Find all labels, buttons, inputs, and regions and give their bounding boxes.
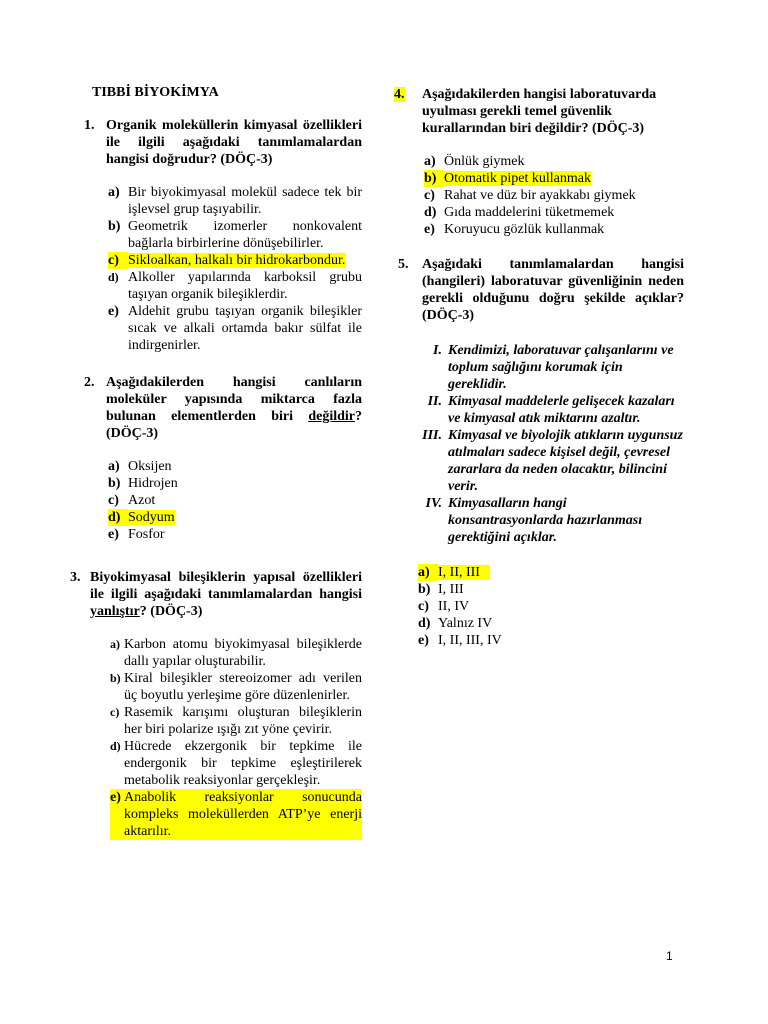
statement-number: IV. [425, 496, 442, 511]
statement-3 [398, 427, 684, 495]
question-number: 1. [84, 118, 95, 133]
option-letter: b) [108, 476, 121, 491]
option-text: Hidrojen [128, 476, 178, 491]
option-a[interactable] [108, 184, 362, 218]
options-list [424, 153, 684, 238]
option-letter: d) [108, 509, 128, 526]
underlined-keyword: değildir [308, 409, 355, 424]
option-text: Karbon atomu biyokimyasal bileşiklerde dallı yapılar oluşturabilir. [124, 637, 362, 669]
question-4 [394, 86, 684, 238]
question-text: Aşağıdaki tanımlamalardan hangisi (hangileri) laboratuvar güvenliğinin neden gerekli olduğunu doğru şekilde açıklar? (DÖÇ-3) [422, 257, 684, 323]
question-number: 2. [84, 375, 95, 390]
option-letter: c) [110, 705, 120, 719]
statement-number: III. [422, 428, 442, 443]
option-letter: a) [110, 637, 120, 651]
option-letter: e) [424, 222, 435, 237]
question-stem [72, 117, 362, 168]
question-number: 3. [70, 570, 81, 585]
option-text: Fosfor [128, 527, 165, 542]
statement-text: Kimyasal ve biyolojik atıkların uygunsuz atılmaları sadece kişisel değil, çevresel zararlara da neden olacaktır, bilincini verir. [448, 428, 683, 494]
option-e[interactable] [108, 526, 362, 543]
option-text: Yalnız IV [438, 616, 493, 631]
option-d[interactable] [108, 269, 362, 303]
option-c[interactable] [108, 252, 362, 269]
option-letter: e) [108, 304, 119, 319]
option-b[interactable] [108, 218, 362, 252]
option-b[interactable] [108, 475, 362, 492]
option-d[interactable] [110, 738, 362, 789]
document-title: TIBBİ BİYOKİMYA [92, 85, 219, 100]
option-e[interactable] [108, 303, 362, 354]
option-b[interactable] [418, 581, 684, 598]
statement-text: Kendimizi, laboratuvar çalışanlarını ve toplum sağlığını korumak için gereklidir. [448, 343, 674, 392]
option-c[interactable] [418, 598, 684, 615]
option-text: Hücrede ekzergonik bir tepkime ile endergonik bir tepkime eşleştirilerek metabolik reaksiyonlar gerçekleşir. [124, 739, 362, 788]
option-letter: c) [108, 252, 128, 269]
option-text: I, II, III, IV [438, 633, 502, 648]
option-text: Rahat ve düz bir ayakkabı giymek [444, 188, 636, 203]
option-letter: d) [418, 616, 431, 631]
question-text: Organik moleküllerin kimyasal özellikleri ile ilgili aşağıdaki tanımlamalardan hangisi doğrudur? (DÖÇ-3) [106, 118, 362, 167]
option-letter: c) [108, 493, 119, 508]
option-letter: c) [424, 188, 435, 203]
option-a[interactable] [418, 564, 684, 581]
option-letter: d) [424, 205, 437, 220]
question-stem [398, 256, 684, 324]
option-text-highlighted: I, II, III [438, 565, 490, 580]
option-letter: e) [108, 527, 119, 542]
option-letter: a) [418, 564, 438, 581]
option-text: I, III [438, 582, 464, 597]
option-text: Kiral bileşikler stereoizomer adı verilen üç boyutlu yerleşime göre düzenlenirler. [124, 671, 362, 703]
option-c[interactable] [424, 187, 684, 204]
option-letter: c) [418, 599, 429, 614]
option-letter: a) [108, 185, 120, 200]
option-a[interactable] [110, 636, 362, 670]
statement-1 [398, 342, 684, 393]
option-text: Aldehit grubu taşıyan organik bileşikler sıcak ve alkali ortamda bakır sülfat ile indirgenirler. [128, 304, 362, 353]
option-letter: b) [418, 582, 431, 597]
option-text-highlighted: Otomatik pipet kullanmak [444, 171, 591, 186]
statement-number: I. [433, 343, 442, 358]
question-2 [72, 374, 362, 543]
option-text: Oksijen [128, 459, 172, 474]
options-list [418, 564, 684, 649]
option-a[interactable] [424, 153, 684, 170]
option-text: II, IV [438, 599, 470, 614]
option-letter: e) [110, 790, 121, 805]
option-letter: b) [110, 671, 121, 685]
option-text: Geometrik izomerler nonkovalent bağlarla birbirlerine dönüşebilirler. [128, 219, 362, 251]
option-letter: b) [424, 170, 444, 187]
question-5 [398, 256, 684, 649]
statement-text: Kimyasal maddelerle gelişecek kazaları ve kimyasal atık miktarını azaltır. [448, 394, 675, 426]
page-number: 1 [666, 949, 673, 963]
option-text: Önlük giymek [444, 154, 525, 169]
statements-list [398, 342, 684, 546]
option-a[interactable] [108, 458, 362, 475]
option-c[interactable] [110, 704, 362, 738]
options-list [110, 636, 362, 840]
statement-4 [398, 495, 684, 546]
option-b[interactable] [424, 170, 684, 187]
option-b[interactable] [110, 670, 362, 704]
option-letter: d) [110, 739, 121, 753]
option-d[interactable] [418, 615, 684, 632]
option-e[interactable] [424, 221, 684, 238]
statement-number: II. [427, 394, 442, 409]
underlined-keyword: yanlıştır [90, 604, 140, 619]
option-text-highlighted: Sikloalkan, halkalı bir hidrokarbondur. [128, 253, 346, 268]
option-text-highlighted: Anabolik reaksiyonlar sonucunda kompleks moleküllerden ATP’ye enerji aktarılır. [124, 790, 362, 839]
option-e[interactable] [110, 789, 362, 840]
option-c[interactable] [108, 492, 362, 509]
question-1 [72, 117, 362, 354]
question-number: 5. [398, 257, 409, 272]
option-d[interactable] [108, 509, 362, 526]
option-text-highlighted: Sodyum [128, 510, 175, 525]
question-stem [70, 569, 362, 620]
option-letter: a) [424, 154, 436, 169]
statement-2 [398, 393, 684, 427]
right-column [394, 86, 684, 649]
option-text: Rasemik karışımı oluşturan bileşiklerin her biri polarize ışığı zıt yöne çevirir. [124, 705, 362, 737]
option-d[interactable] [424, 204, 684, 221]
question-text: Biyokimyasal bileşiklerin yapısal özellikleri ile ilgili aşağıdaki tanımlamalardan hangisi yanlıştır? (DÖÇ-3) [90, 570, 362, 619]
option-letter: e) [418, 633, 429, 648]
options-list [108, 184, 362, 354]
option-text: Bir biyokimyasal molekül sadece tek bir işlevsel grup taşıyabilir. [128, 185, 362, 217]
question-number-highlighted: 4. [394, 87, 405, 102]
question-stem [72, 374, 362, 442]
question-stem [394, 86, 684, 137]
option-letter: d) [108, 270, 119, 284]
option-e[interactable] [418, 632, 684, 649]
question-text: Aşağıdakilerden hangisi canlıların moleküler yapısında miktarca fazla bulunan elementlerden biri değildir? (DÖÇ-3) [106, 375, 362, 441]
option-text: Koruyucu gözlük kullanmak [444, 222, 605, 237]
option-text: Azot [128, 493, 156, 508]
question-text: Aşağıdakilerden hangisi laboratuvarda uyulması gerekli temel güvenlik kurallarından biri değildir? (DÖÇ-3) [422, 87, 657, 136]
option-text: Alkoller yapılarında karboksil grubu taşıyan organik bileşiklerdir. [128, 270, 362, 302]
option-letter: a) [108, 459, 120, 474]
options-list [108, 458, 362, 543]
question-3 [70, 569, 362, 840]
option-text: Gıda maddelerini tüketmemek [444, 205, 615, 220]
left-column [72, 84, 362, 840]
option-letter: b) [108, 219, 121, 234]
statement-text: Kimyasalların hangi konsantrasyonlarda hazırlanması gerektiğini açıklar. [448, 496, 643, 545]
